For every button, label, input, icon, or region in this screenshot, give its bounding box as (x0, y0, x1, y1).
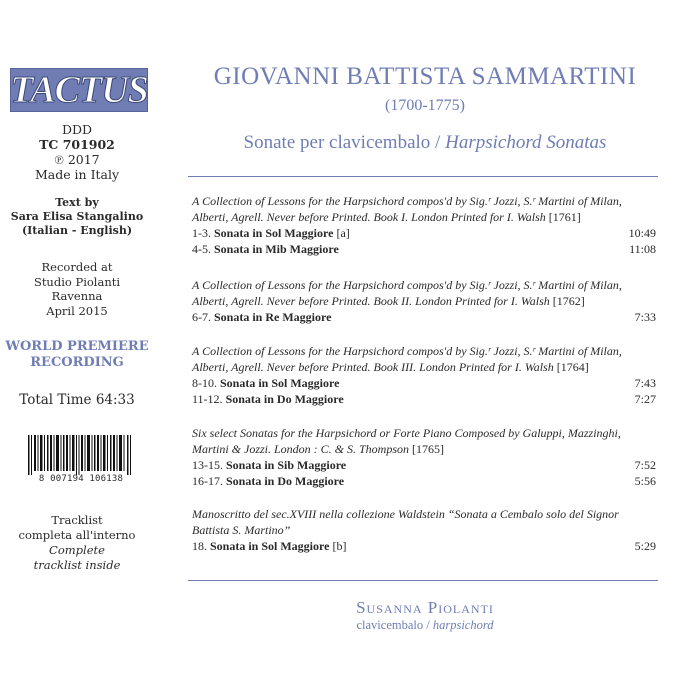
text-by-name: Sara Elisa Stangalino (10, 210, 144, 223)
source-line: Six select Sonatas for the Harpsichord or Forte Piano Composed by Galuppi, Mazzinghi, (192, 426, 621, 440)
track-row (192, 241, 656, 257)
tracklist-line-1: Tracklist (51, 513, 103, 527)
format: DDD (61, 122, 93, 137)
track-title: Sonata in Sol Maggiore (210, 539, 330, 553)
logo-text: TACTUS (10, 69, 148, 111)
track-title: Sonata in Re Maggiore (214, 310, 332, 324)
track-duration: 7:52 (634, 458, 656, 472)
track-title: Sonata in Sol Maggiore (214, 226, 334, 240)
source-line: A Collection of Lessons for the Harpsichord compos'd by Sig.ʳ Jozzi, S.ʳ Martini of Milan, (192, 194, 622, 208)
recorded-studio: Studio Piolanti (33, 274, 121, 289)
made-in: Made in Italy (34, 167, 120, 182)
tactus-logo (10, 68, 148, 112)
section-4 (192, 425, 656, 489)
recorded-line: Recorded at (41, 260, 113, 274)
track-row (192, 473, 656, 489)
track-duration: 10:49 (628, 226, 656, 240)
barcode-number: 8 007194 106138 (38, 474, 124, 484)
source-line: A Collection of Lessons for the Harpsichord compos'd by Sig.ʳ Jozzi, S.ʳ Martini of Milan, (192, 278, 622, 292)
recorded-date: April 2015 (46, 303, 108, 318)
source-line: Battista S. Martino” (192, 523, 291, 537)
track-number: 16-17. (192, 474, 226, 488)
track-duration: 7:27 (634, 392, 656, 406)
track-note: [b] (329, 539, 347, 553)
artist-name: Susanna Piolanti (356, 598, 494, 617)
tracklist-line-3: Complete (49, 543, 105, 557)
artist-credit (190, 598, 660, 633)
release-year: ℗ 2017 (54, 152, 100, 167)
source-year: [1762] (549, 294, 585, 308)
track-number: 8-10. (192, 376, 220, 390)
track-duration: 5:29 (634, 539, 656, 553)
world-premiere-badge (0, 339, 154, 371)
source-line: Manoscritto del sec.XVIII nella collezione Waldstein “Sonata a Cembalo solo del Signor (192, 507, 619, 521)
track-duration: 5:56 (634, 474, 656, 488)
release-info (0, 122, 154, 182)
section-3 (192, 343, 656, 407)
track-duration: 7:33 (634, 310, 656, 324)
track-row (192, 375, 656, 391)
track-duration: 7:43 (634, 376, 656, 390)
track-number: 11-12. (192, 392, 226, 406)
text-by-language: (Italian - English) (21, 224, 133, 237)
track-number: 6-7. (192, 310, 214, 324)
source-line: Alberti, Agrell. Never before Printed. Book II. London Printed for I. Walsh (192, 294, 550, 308)
track-duration: 11:08 (629, 242, 656, 256)
track-row (192, 391, 656, 407)
artist-role-italian: clavicembalo / (356, 618, 433, 632)
composer-dates: (1700-1775) (385, 97, 465, 114)
album-subtitle (182, 132, 668, 154)
text-by-label: Text by (55, 196, 99, 209)
catalog-number: TC 701902 (39, 137, 115, 152)
section-1 (192, 193, 656, 257)
track-row (192, 225, 656, 241)
track-row (192, 309, 656, 325)
track-number: 1-3. (192, 226, 214, 240)
track-number: 18. (192, 539, 210, 553)
track-title: Sonata in Mib Maggiore (214, 242, 339, 256)
track-title: Sonata in Do Maggiore (226, 474, 345, 488)
track-title: Sonata in Sib Maggiore (226, 458, 347, 472)
section-5 (192, 506, 656, 554)
section-2 (192, 277, 656, 325)
source-line: Martini & Jozzi. London : C. & S. Thompson (192, 442, 410, 456)
track-row (192, 457, 656, 473)
total-time: Total Time 64:33 (19, 392, 135, 408)
track-number: 4-5. (192, 242, 214, 256)
tracklist-note (0, 513, 154, 573)
text-credit (0, 196, 154, 238)
recorded-city: Ravenna (51, 289, 103, 303)
track-note: [a] (333, 226, 350, 240)
subtitle-english: Harpsichord Sonatas (445, 132, 607, 153)
premiere-line-1: WORLD PREMIERE (5, 339, 149, 354)
tracklist-line-4: tracklist inside (33, 558, 121, 572)
tracklist-line-2: completa all'interno (18, 528, 136, 542)
subtitle-italian: Sonate per clavicembalo / (243, 132, 446, 153)
track-title: Sonata in Do Maggiore (225, 392, 344, 406)
source-year: [1764] (553, 360, 589, 374)
source-line: Alberti, Agrell. Never before Printed. Book III. London Printed for I. Walsh (192, 360, 554, 374)
composer-name: GIOVANNI BATTISTA SAMMARTINI (213, 63, 637, 90)
artist-role-english: harpsichord (432, 618, 494, 632)
artist-role (190, 618, 660, 633)
premiere-line-2: RECORDING (30, 355, 124, 370)
track-number: 13-15. (192, 458, 226, 472)
source-year: [1761] (545, 210, 581, 224)
source-line: Alberti, Agrell. Never before Printed. Book I. London Printed for I. Walsh (192, 210, 546, 224)
divider-top (188, 176, 658, 177)
source-year: [1765] (409, 442, 445, 456)
divider-bottom (188, 580, 658, 581)
recording-info (0, 260, 154, 318)
track-title: Sonata in Sol Maggiore (220, 376, 340, 390)
barcode (28, 435, 132, 475)
source-line: A Collection of Lessons for the Harpsichord compos'd by Sig.ʳ Jozzi, S.ʳ Martini of Milan, (192, 344, 622, 358)
track-row (192, 538, 656, 554)
